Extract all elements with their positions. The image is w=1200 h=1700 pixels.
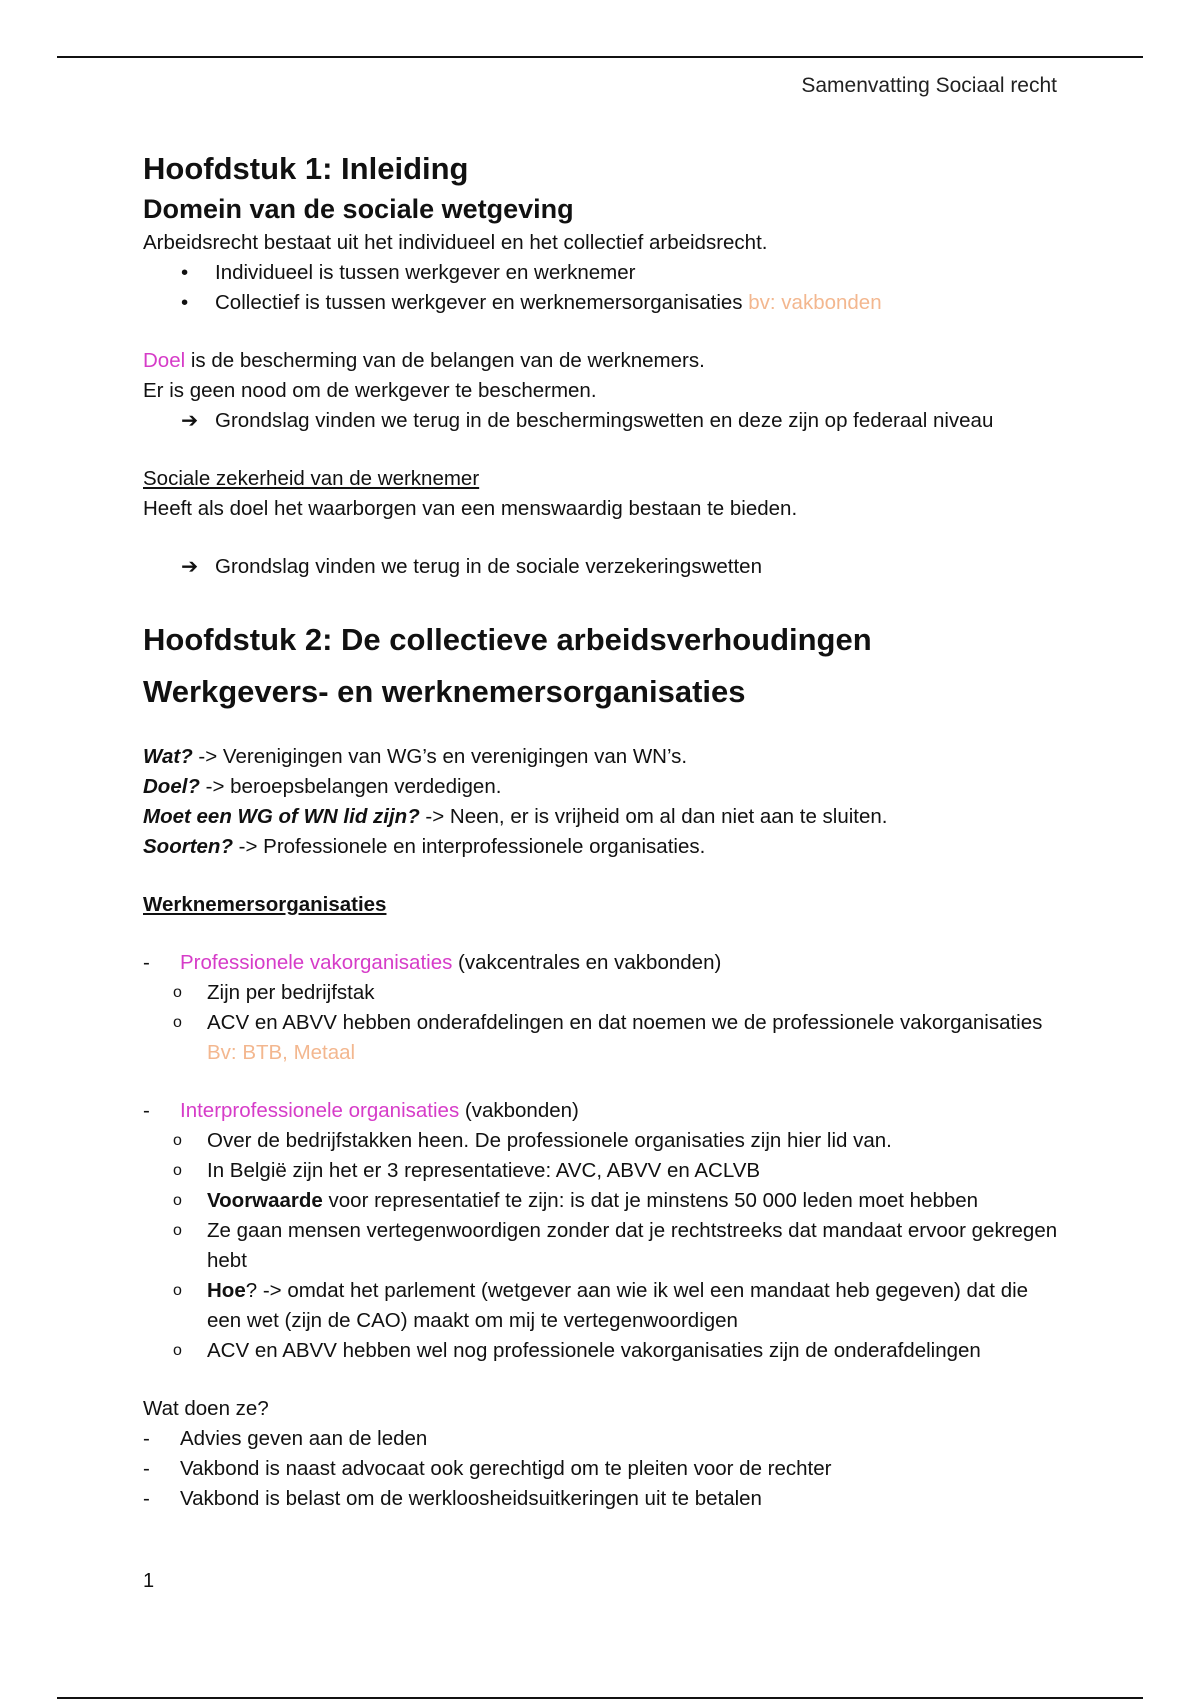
chapter-2-subtitle: Werkgevers- en werknemersorganisaties [143, 674, 746, 709]
list-item: o Over de bedrijfstakken heen. De professionele organisaties zijn hier lid van. [143, 1126, 1063, 1156]
list-item: o Hoe? -> omdat het parlement (wetgever aan wie ik wel een mandaat heb gegeven) dat die een wet (zijn de CAO) maakt om mij te vertegenwoordigen [143, 1276, 1063, 1336]
dash-icon: - [143, 1427, 150, 1450]
chapter-2-title: Hoofdstuk 2: De collectieve arbeidsverhoudingen [143, 622, 872, 657]
example-note: bv: vakbonden [748, 291, 882, 314]
qa-line: Moet een WG of WN lid zijn? -> Neen, er is vrijheid om al dan niet aan te sluiten. [143, 805, 888, 828]
dash-icon: - [143, 1099, 150, 1122]
list-item: - Interprofessionele organisaties (vakbonden) [143, 1096, 1063, 1126]
list-item: o ACV en ABVV hebben wel nog professionele vakorganisaties zijn de onderafdelingen [143, 1336, 1063, 1366]
chapter-1-title: Hoofdstuk 1: Inleiding [143, 151, 469, 186]
example-note: Bv: BTB, Metaal [207, 1041, 356, 1064]
arrow-item: ➔ Grondslag vinden we terug in de beschermingswetten en deze zijn op federaal niveau [143, 406, 1063, 436]
list-item: • Individueel is tussen werkgever en werknemer [143, 258, 1063, 288]
list-item: o Zijn per bedrijfstak [143, 978, 1063, 1008]
list-item: • Collectief is tussen werkgever en werknemersorganisaties bv: vakbonden [143, 288, 1063, 318]
list-item: - Vakbond is belast om de werkloosheidsuitkeringen uit te betalen [143, 1484, 1063, 1514]
dash-icon: - [143, 1457, 150, 1480]
arrow-item: ➔ Grondslag vinden we terug in de sociale verzekeringswetten [143, 552, 1063, 582]
footer-rule [57, 1697, 1143, 1699]
running-header: Samenvatting Sociaal recht [801, 74, 1057, 97]
circle-bullet-icon: o [173, 984, 182, 1001]
list-item: - Vakbond is naast advocaat ook gerechtigd om te pleiten voor de rechter [143, 1454, 1063, 1484]
intro-paragraph: Arbeidsrecht bestaat uit het individueel en het collectief arbeidsrecht. [143, 231, 768, 254]
list-item: o Ze gaan mensen vertegenwoordigen zonder dat je rechtstreeks dat mandaat ervoor gekregen hebt [143, 1216, 1063, 1276]
bullet-icon: • [181, 291, 189, 314]
list-item: - Advies geven aan de leden [143, 1424, 1063, 1454]
doel-paragraph: Doel is de bescherming van de belangen van de werknemers. [143, 349, 705, 372]
doel-label: Doel [143, 349, 186, 372]
circle-bullet-icon: o [173, 1192, 182, 1209]
list-item: - Professionele vakorganisaties (vakcentrales en vakbonden) [143, 948, 1063, 978]
sociale-zekerheid-heading: Sociale zekerheid van de werknemer [143, 467, 480, 490]
werknemersorganisaties-heading: Werknemersorganisaties [143, 893, 387, 916]
qa-line: Doel? -> beroepsbelangen verdedigen. [143, 775, 502, 798]
circle-bullet-icon: o [173, 1132, 182, 1149]
list-item: o Voorwaarde voor representatief te zijn: is dat je minstens 50 000 leden moet hebben [143, 1186, 1063, 1216]
sociale-zekerheid-text: Heeft als doel het waarborgen van een menswaardig bestaan te bieden. [143, 497, 798, 520]
dash-icon: - [143, 951, 150, 974]
list-item: o ACV en ABVV hebben onderafdelingen en dat noemen we de professionele vakorganisaties [143, 1008, 1063, 1038]
arrow-icon: ➔ [181, 555, 199, 578]
circle-bullet-icon: o [173, 1282, 182, 1299]
chapter-1-subtitle: Domein van de sociale wetgeving [143, 194, 574, 224]
header-rule [57, 56, 1143, 58]
circle-bullet-icon: o [173, 1014, 182, 1031]
circle-bullet-icon: o [173, 1162, 182, 1179]
no-need-paragraph: Er is geen nood om de werkgever te beschermen. [143, 379, 597, 402]
wat-doen-heading: Wat doen ze? [143, 1397, 269, 1420]
bullet-icon: • [181, 261, 189, 284]
list-item: o In België zijn het er 3 representatieve: AVC, ABVV en ACLVB [143, 1156, 1063, 1186]
qa-line: Soorten? -> Professionele en interprofessionele organisaties. [143, 835, 706, 858]
circle-bullet-icon: o [173, 1342, 182, 1359]
circle-bullet-icon: o [173, 1222, 182, 1239]
page-number: 1 [143, 1570, 155, 1592]
dash-icon: - [143, 1487, 150, 1510]
document-body [143, 140, 1063, 1514]
qa-line: Wat? -> Verenigingen van WG’s en verenigingen van WN’s. [143, 745, 688, 768]
arrow-icon: ➔ [181, 409, 199, 432]
